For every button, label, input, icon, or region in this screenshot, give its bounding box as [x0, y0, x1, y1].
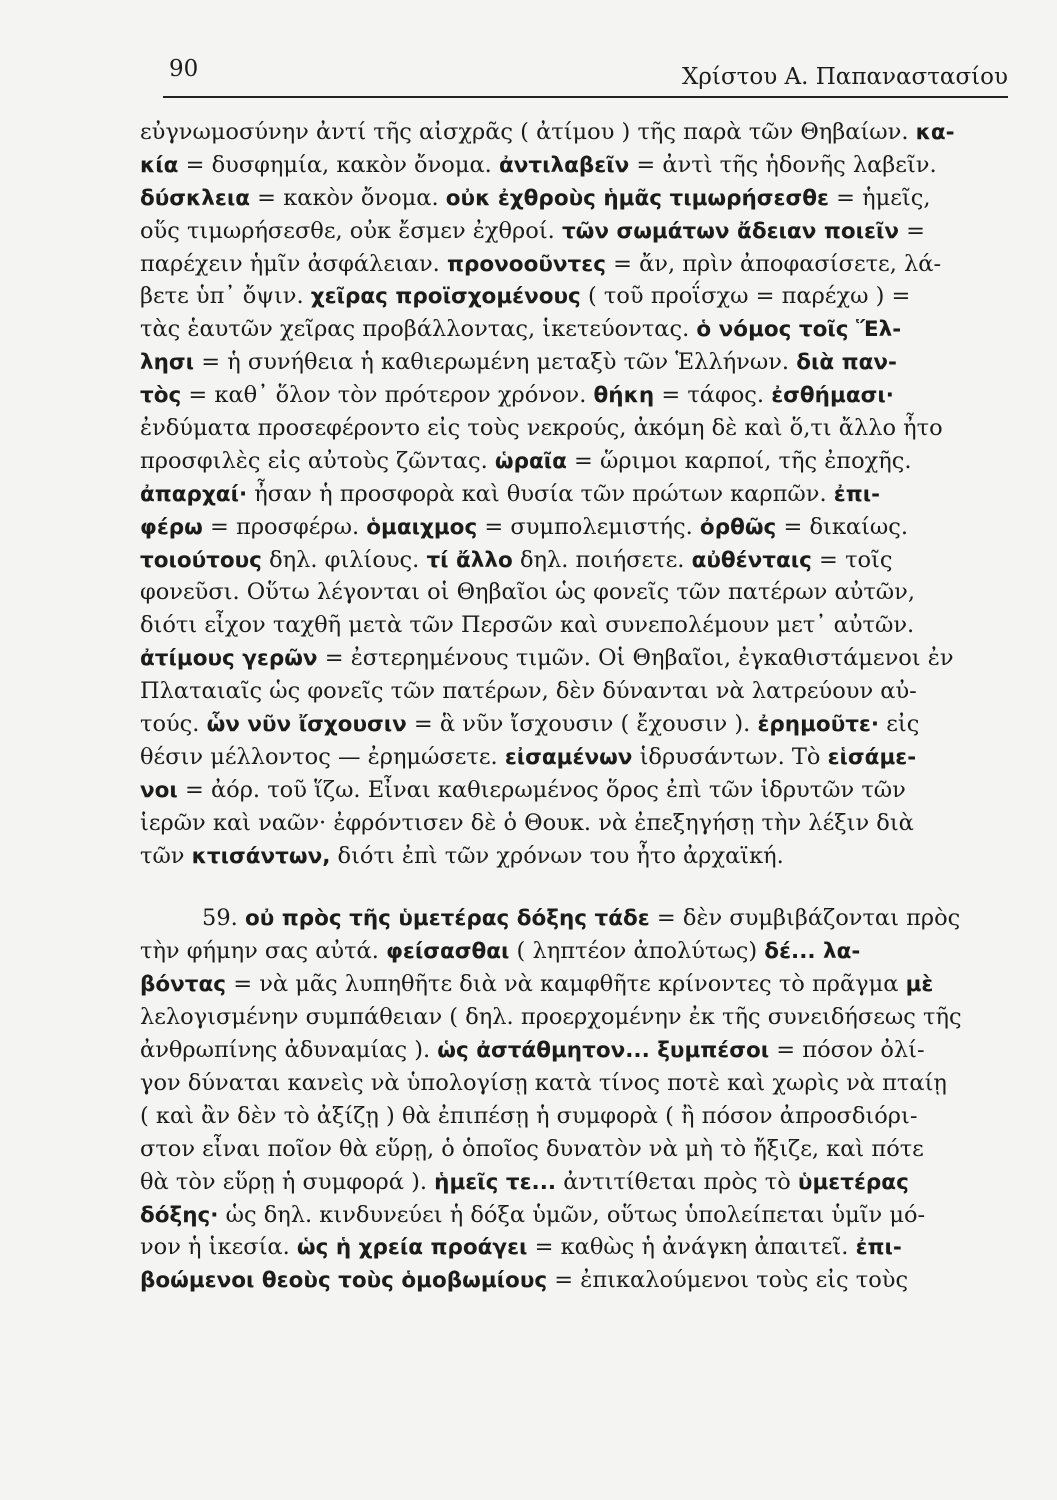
lemma-term: τὸς — [140, 383, 182, 409]
text-line — [140, 675, 1008, 708]
text-line — [140, 968, 1008, 1001]
lemma-term: λησι — [140, 350, 195, 376]
lemma-term: φέρω — [140, 514, 203, 540]
gloss-text: = — [898, 217, 925, 244]
lemma-term: ὡς ἡ χρεία προάγει — [296, 1235, 528, 1261]
gloss-text: φονεῦσι. Οὕτω λέγονται οἱ Θηβαῖοι ὡς φονεῖς τῶν πατέρων αὐτῶν, — [140, 579, 915, 606]
gloss-text: τὴν φήμην σας αὐτά. — [140, 938, 387, 965]
gloss-text: = ἡ συνήθεια ἡ καθιερωμένη μεταξὺ τῶν Ἑλλήνων. — [194, 349, 797, 376]
running-head: Χρίστου Α. Παπαναστασίου — [682, 64, 1008, 90]
lemma-term: ὡς ἀστάθμητον... ξυμπέσοι — [437, 1038, 770, 1064]
gloss-text: = δὲν συμβιβάζονται πρὸς — [649, 905, 961, 932]
lemma-term: φείσασθαι — [386, 939, 510, 965]
text-line — [140, 708, 1008, 741]
lemma-term: τοιούτους — [140, 547, 262, 573]
gloss-text: = δικαίως. — [776, 513, 909, 540]
gloss-text: δηλ. φιλίους. — [261, 546, 427, 573]
gloss-text: λελογισμένην συμπάθειαν ( δηλ. προερχομένην ἐκ τῆς συνειδήσεως τῆς — [140, 1004, 962, 1031]
text-line — [140, 935, 1008, 968]
lemma-term: ἐπι- — [833, 481, 881, 507]
gloss-text: διότι ἐπὶ τῶν χρόνων του ἦτο ἀρχαϊκή. — [330, 842, 784, 869]
lemma-term: διὰ παν- — [796, 350, 897, 376]
text-line — [140, 346, 1008, 379]
lemma-term: θήκη — [593, 383, 655, 409]
text-line — [140, 609, 1008, 642]
lemma-term: οὐκ ἐχθροὺς ἡμᾶς τιμωρήσεσθε — [445, 185, 829, 211]
text-line — [140, 807, 1008, 840]
gloss-text: δηλ. ποιήσετε. — [512, 546, 692, 573]
lemma-term: εἱσάμε- — [827, 744, 917, 770]
gloss-text: = τοῖς — [811, 546, 893, 573]
lemma-term: εἰσαμένων — [504, 744, 633, 770]
lemma-term: μὲ — [905, 972, 934, 998]
gloss-text: βετε ὑπ᾽ ὄψιν. — [140, 283, 311, 310]
gloss-text: = ἃ νῦν ἴσχουσιν ( ἔχουσιν ). — [406, 711, 758, 738]
text-line — [140, 215, 1008, 248]
lemma-term: ἐπι- — [855, 1235, 902, 1261]
gloss-text: = ἀόρ. τοῦ ἵζω. Εἶναι καθιερωμένος ὅρος ἐπὶ τῶν ἱδρυτῶν τῶν — [177, 776, 906, 803]
lemma-term: προνοοῦντες — [446, 251, 606, 277]
gloss-text: = ὥριμοι καρποί, τῆς ἐποχῆς. — [566, 447, 912, 474]
lemma-term: βοώμενοι θεοὺς τοὺς ὁμοβωμίους — [140, 1268, 548, 1294]
text-line — [140, 379, 1008, 412]
text-line — [140, 182, 1008, 215]
text-line — [140, 280, 1008, 313]
page-number: 90 — [169, 56, 199, 82]
gloss-text: προσφιλὲς εἰς αὐτοὺς ζῶντας. — [140, 447, 495, 474]
gloss-text: ( καὶ ἂν δὲν τὸ ἀξίζῃ ) θὰ ἐπιπέσῃ ἡ συμφορὰ ( ἢ πόσον ἀπροσδιόρι- — [140, 1102, 918, 1129]
gloss-text: τὰς ἑαυτῶν χεῖρας προβάλλοντας, ἱκετεύοντας. — [140, 316, 697, 343]
text-line — [140, 840, 1008, 873]
text-line — [140, 544, 1008, 577]
lemma-term: οὐ πρὸς τῆς ὑμετέρας δόξης τάδε — [244, 906, 650, 932]
lemma-term: αὐθένταις — [691, 547, 812, 573]
gloss-text: διότι εἶχον ταχθῆ μετὰ τῶν Περσῶν καὶ συνεπολέμουν μετ᾽ αὐτῶν. — [140, 612, 915, 639]
gloss-text: τῶν — [140, 842, 192, 869]
gloss-text: = ἐπικαλούμενοι τοὺς εἰς τοὺς — [547, 1267, 909, 1294]
text-line — [140, 1133, 1008, 1166]
gloss-text: = νὰ μᾶς λυπηθῆτε διὰ νὰ καμφθῆτε κρίνοντες τὸ πρᾶγμα — [226, 971, 906, 998]
gloss-text: ἀντιτίθεται πρὸς τὸ — [556, 1168, 798, 1195]
paragraph-gap — [140, 872, 1008, 902]
gloss-text: ἐνδύματα προσεφέροντο εἰς τοὺς νεκρούς, ἀκόμη δὲ καὶ ὅ,τι ἄλλο ἦτο — [140, 415, 943, 442]
commentary-text — [140, 116, 1008, 1297]
lemma-term: ὧν νῦν ἴσχουσιν — [206, 712, 407, 738]
text-line — [140, 511, 1008, 544]
gloss-text: εὐγνωμοσύνην ἀντί τῆς αἰσχρᾶς ( ἀτίμου ) τῆς παρὰ τῶν Θηβαίων. — [140, 119, 916, 145]
lemma-term: χεῖρας προϊσχομένους — [310, 284, 581, 310]
text-line — [140, 741, 1008, 774]
text-line — [140, 1264, 1008, 1297]
text-line — [140, 445, 1008, 478]
lemma-term: νοι — [140, 777, 178, 803]
gloss-text: ἀνθρωπίνης ἀδυναμίας ). — [140, 1037, 438, 1064]
gloss-text: ( ληπτέον ἀπολύτως) — [509, 938, 765, 965]
gloss-text: = ἡμεῖς, — [828, 184, 931, 211]
gloss-text: στον εἶναι ποῖον θὰ εὕρῃ, ὁ ὁποῖος δυνατὸν νὰ μὴ τὸ ἤξιζε, καὶ πότε — [140, 1135, 924, 1162]
lemma-term: τῶν σωμάτων ἄδειαν ποιεῖν — [561, 218, 899, 244]
lemma-term: δύσκλεια — [140, 185, 251, 211]
gloss-text: = ἄν, πρὶν ἀποφασίσετε, λά- — [605, 250, 942, 277]
gloss-text: θὰ τὸν εὕρῃ ἡ συμφορά ). — [140, 1168, 435, 1195]
lemma-term: ἡμεῖς τε... — [434, 1169, 557, 1195]
gloss-text: = καθ᾽ ὅλον τὸν πρότερον χρόνον. — [181, 382, 594, 409]
text-line — [140, 1034, 1008, 1067]
gloss-text: ἱερῶν καὶ ναῶν· ἐφρόντισεν δὲ ὁ Θουκ. νὰ ἐπεξηγήσῃ τὴν λέξιν διὰ — [140, 809, 914, 836]
lemma-term: κτισάντων, — [191, 843, 331, 869]
gloss-text: = καθὼς ἡ ἀνάγκη ἀπαιτεῖ. — [527, 1234, 856, 1261]
text-line — [140, 412, 1008, 445]
text-line — [140, 774, 1008, 807]
lemma-term: κα- — [915, 120, 955, 145]
page-header — [163, 56, 1008, 98]
gloss-text: ἱδρυσάντων. Τὸ — [632, 743, 828, 770]
gloss-text: ὡς δηλ. κινδυνεύει ἡ δόξα ὑμῶν, οὕτως ὑπολείπεται ὑμῖν μό- — [218, 1201, 926, 1228]
lemma-term: ὁ νόμος τοῖς Ἕλ- — [696, 317, 902, 343]
gloss-text: παρέχειν ἡμῖν ἀσφάλειαν. — [140, 250, 447, 277]
lemma-term: ἀπαρχαί· — [140, 481, 248, 507]
gloss-text: = δυσφημία, κακὸν ὄνομα. — [178, 151, 499, 178]
lemma-term: ὀρθῶς — [699, 514, 777, 540]
text-line — [140, 902, 1008, 935]
gloss-text: θέσιν μέλλοντος — ἐρημώσετε. — [140, 743, 505, 770]
text-line — [140, 1231, 1008, 1264]
gloss-text: = τάφος. — [654, 382, 772, 409]
lemma-term: ὑμετέρας — [797, 1169, 909, 1195]
text-line — [140, 1067, 1008, 1100]
gloss-text: ἦσαν ἡ προσφορὰ καὶ θυσία τῶν πρώτων καρπῶν. — [247, 480, 834, 507]
gloss-text: γον δύναται κανεὶς νὰ ὑπολογίσῃ κατὰ τίνος ποτὲ καὶ χωρὶς νὰ πταίῃ — [140, 1069, 947, 1096]
gloss-text: εἰς — [879, 711, 920, 738]
lemma-term: κία — [140, 152, 179, 178]
gloss-text: = κακὸν ὄνομα. — [250, 184, 446, 211]
gloss-text: Πλαταιαῖς ὡς φονεῖς τῶν πατέρων, δὲν δύνανται νὰ λατρεύουν αὐ- — [140, 678, 917, 705]
text-line — [140, 1100, 1008, 1133]
lemma-term: ἀτίμους γερῶν — [140, 646, 318, 672]
lemma-term: ἐσθήμασι· — [771, 383, 894, 409]
gloss-text: = πόσον ὀλί- — [769, 1037, 925, 1064]
gloss-text: = ἐστερημένους τιμῶν. Οἱ Θηβαῖοι, ἐγκαθιστάμενοι ἐν — [317, 645, 954, 672]
text-line — [140, 1199, 1008, 1232]
text-line — [140, 1001, 1008, 1034]
section-number: 59. — [202, 905, 245, 932]
lemma-term: δόξης· — [140, 1202, 219, 1228]
lemma-term: ὁμαιχμος — [366, 514, 478, 540]
gloss-text: = προσφέρω. — [202, 513, 367, 540]
lemma-term: δέ... λα- — [764, 939, 861, 965]
text-line — [140, 149, 1008, 182]
text-line — [140, 116, 1008, 149]
text-line — [140, 478, 1008, 511]
gloss-text: νον ἡ ἱκεσία. — [140, 1234, 297, 1261]
lemma-term: τί ἄλλο — [426, 547, 513, 573]
lemma-term: ἐρημοῦτε· — [757, 712, 880, 738]
lemma-term: ἀντιλαβεῖν — [498, 152, 630, 178]
gloss-text: ( τοῦ προΐσχω = παρέχω ) = — [580, 283, 911, 310]
lemma-term: βόντας — [140, 972, 227, 998]
gloss-text: τούς. — [140, 711, 207, 738]
gloss-text: οὕς τιμωρήσεσθε, οὐκ ἔσμεν ἐχθροί. — [140, 217, 562, 244]
text-line — [140, 576, 1008, 609]
text-line — [140, 248, 1008, 281]
gloss-text: = συμπολεμιστής. — [477, 513, 700, 540]
gloss-text: = ἀντὶ τῆς ἡδονῆς λαβεῖν. — [629, 151, 937, 178]
text-line — [140, 1166, 1008, 1199]
lemma-term: ὡραῖα — [494, 448, 567, 474]
text-line — [140, 642, 1008, 675]
text-line — [140, 313, 1008, 346]
